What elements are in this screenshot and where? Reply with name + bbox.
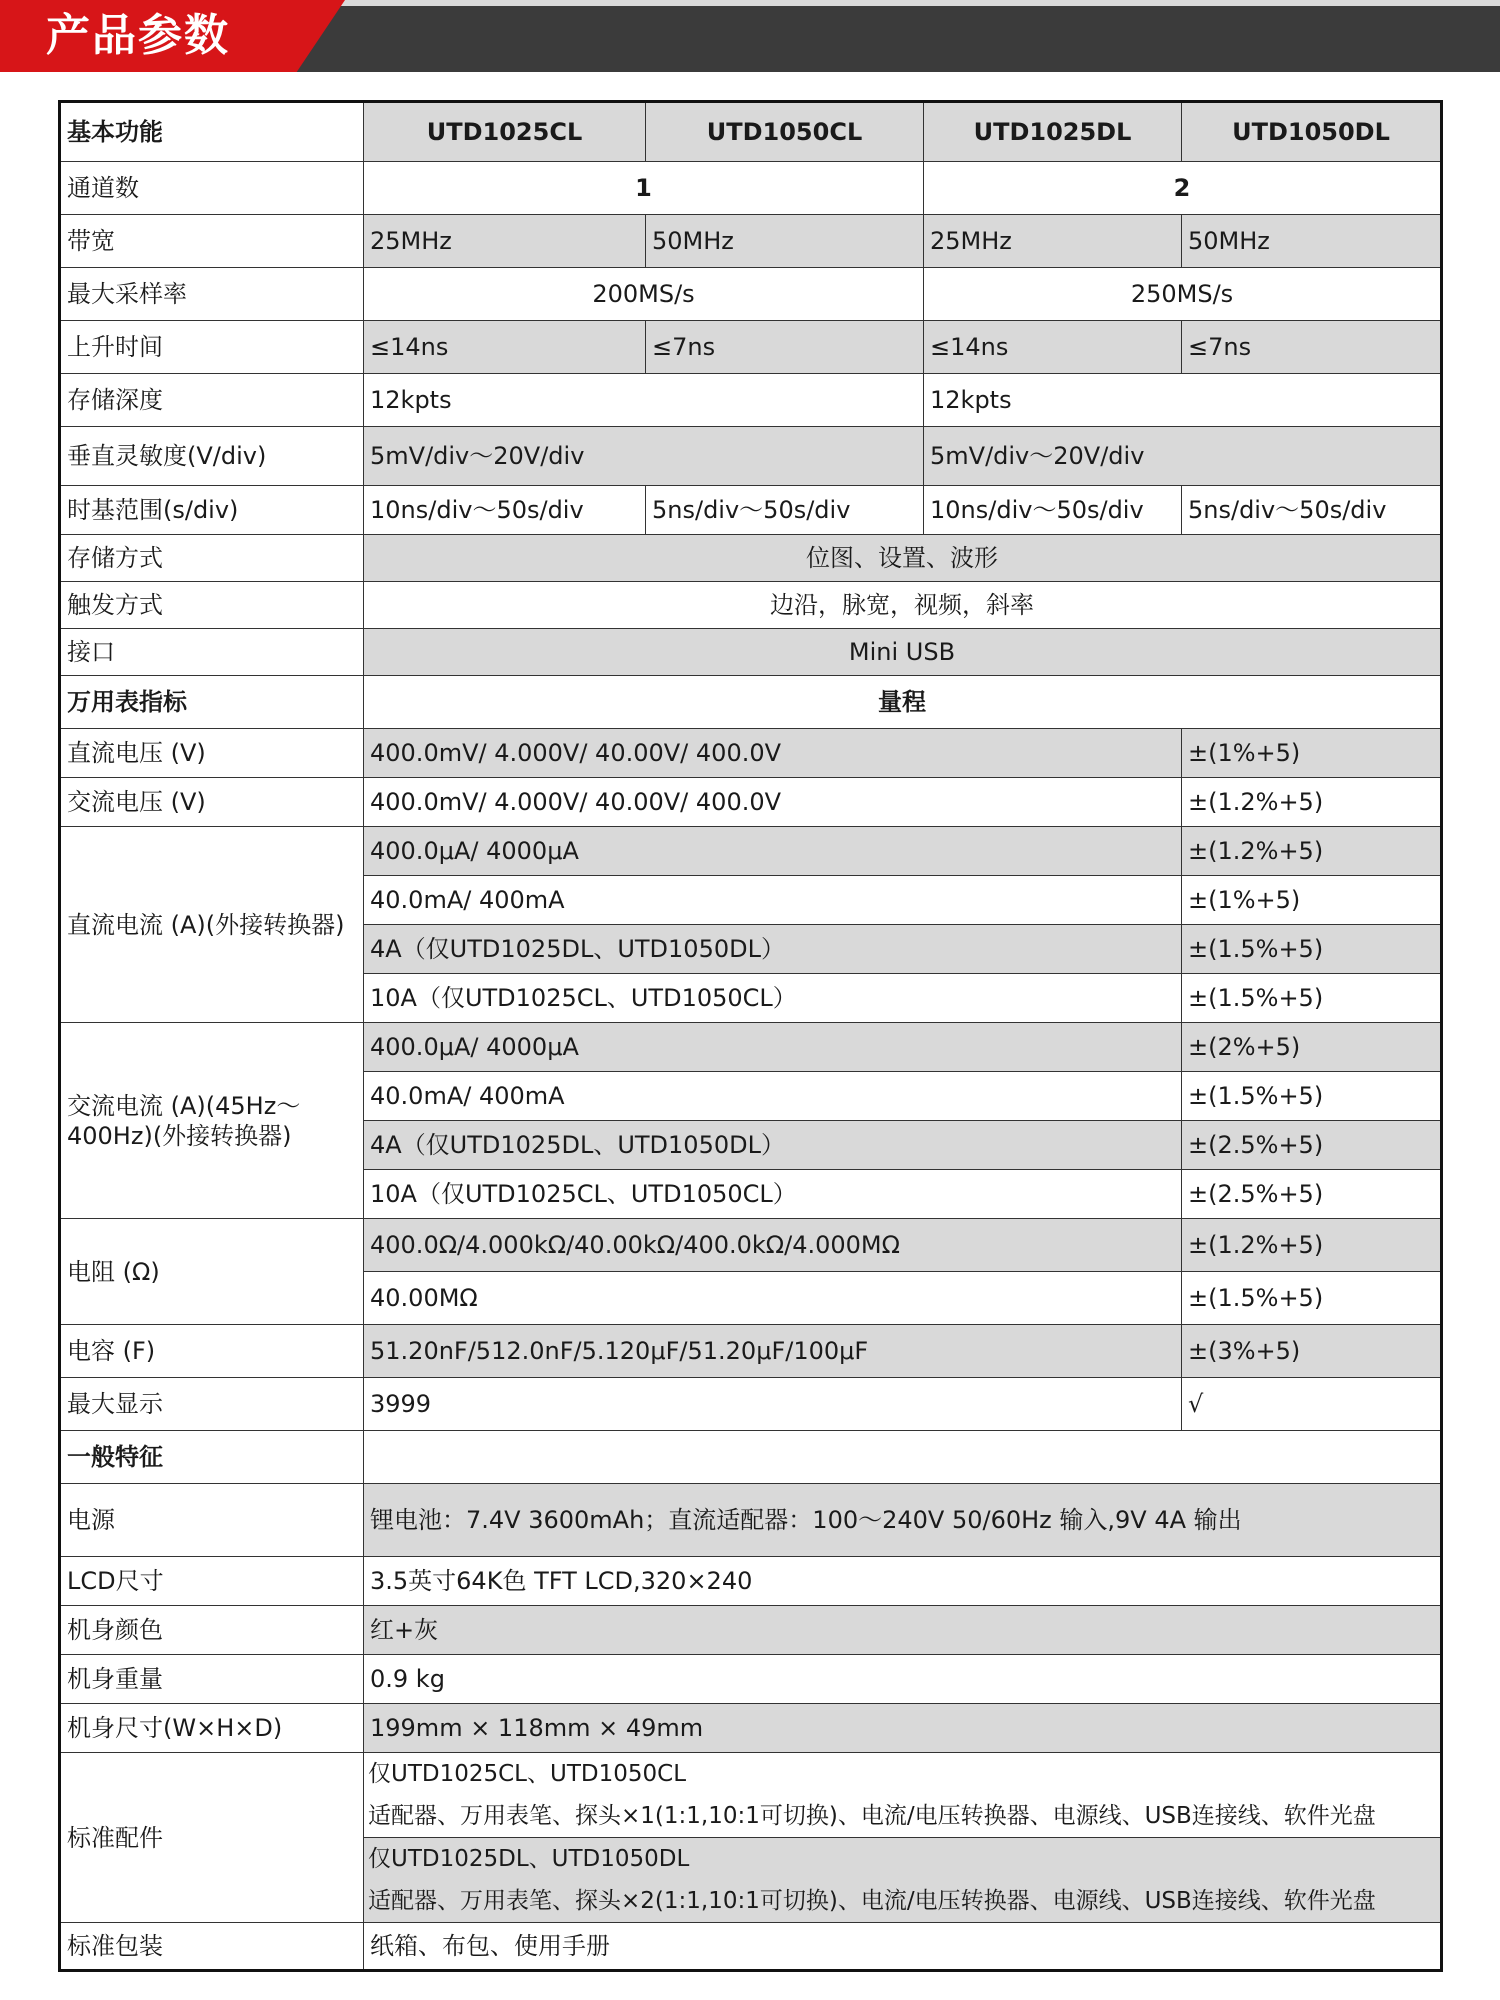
rise-time-value: ≤7ns xyxy=(1182,321,1442,374)
sample-rate-cl: 200MS/s xyxy=(364,268,924,321)
bandwidth-value: 25MHz xyxy=(364,215,646,268)
table-row xyxy=(60,486,1442,535)
bandwidth-value: 25MHz xyxy=(924,215,1182,268)
table-row xyxy=(60,535,1442,582)
multimeter-header-row xyxy=(60,676,1442,729)
row-label-dcv: 直流电压 (V) xyxy=(60,729,364,778)
timebase-value: 5ns/div～50s/div xyxy=(1182,486,1442,535)
package-value: 纸箱、布包、使用手册 xyxy=(364,1923,1442,1971)
memory-depth-cl: 12kpts xyxy=(364,374,924,427)
model-utd1050cl: UTD1050CL xyxy=(646,102,924,162)
table-row xyxy=(60,268,1442,321)
table-row xyxy=(60,1219,1442,1272)
dca-accuracy: ±(1.5%+5) xyxy=(1182,925,1442,974)
table-row xyxy=(60,1023,1442,1072)
table-header-row xyxy=(60,102,1442,162)
resistance-accuracy: ±(1.5%+5) xyxy=(1182,1272,1442,1325)
table-row xyxy=(60,1325,1442,1378)
interface-value: Mini USB xyxy=(364,629,1442,676)
row-label-aca xyxy=(60,1023,364,1219)
row-label-rise-time: 上升时间 xyxy=(60,321,364,374)
aca-accuracy: ±(2.5%+5) xyxy=(1182,1121,1442,1170)
model-utd1025dl: UTD1025DL xyxy=(924,102,1182,162)
row-label-memory-depth: 存储深度 xyxy=(60,374,364,427)
storage-value: 位图、设置、波形 xyxy=(364,535,1442,582)
timebase-value: 10ns/div～50s/div xyxy=(924,486,1182,535)
row-label-interface: 接口 xyxy=(60,629,364,676)
channels-dl: 2 xyxy=(924,162,1442,215)
aca-range: 4A（仅UTD1025DL、UTD1050DL） xyxy=(364,1121,1182,1170)
aca-range: 400.0μA/ 4000μA xyxy=(364,1023,1182,1072)
table-row xyxy=(60,162,1442,215)
size-value: 199mm × 118mm × 49mm xyxy=(364,1704,1442,1753)
weight-value: 0.9 kg xyxy=(364,1655,1442,1704)
table-row xyxy=(60,1655,1442,1704)
acv-range: 400.0mV/ 4.000V/ 40.00V/ 400.0V xyxy=(364,778,1182,827)
table-row xyxy=(60,729,1442,778)
row-label-weight: 机身重量 xyxy=(60,1655,364,1704)
table-row xyxy=(60,1753,1442,1838)
vertical-sensitivity-cl: 5mV/div～20V/div xyxy=(364,427,924,486)
table-row xyxy=(60,1557,1442,1606)
table-row xyxy=(60,374,1442,427)
aca-accuracy: ±(1.5%+5) xyxy=(1182,1072,1442,1121)
table-row xyxy=(60,427,1442,486)
max-display-mark: √ xyxy=(1182,1378,1442,1431)
row-label-size: 机身尺寸(W×H×D) xyxy=(60,1704,364,1753)
dcv-range: 400.0mV/ 4.000V/ 40.00V/ 400.0V xyxy=(364,729,1182,778)
range-header: 量程 xyxy=(364,676,1442,729)
table-row xyxy=(60,321,1442,374)
table-row xyxy=(60,215,1442,268)
dca-range: 400.0μA/ 4000μA xyxy=(364,827,1182,876)
row-label-trigger: 触发方式 xyxy=(60,582,364,629)
section-label-multimeter: 万用表指标 xyxy=(60,676,364,729)
dca-accuracy: ±(1.5%+5) xyxy=(1182,974,1442,1023)
page-title: 产品参数 xyxy=(46,10,230,61)
row-label-storage: 存储方式 xyxy=(60,535,364,582)
trigger-value: 边沿，脉宽，视频，斜率 xyxy=(364,582,1442,629)
dca-accuracy: ±(1.2%+5) xyxy=(1182,827,1442,876)
row-label-capacitance: 电容 (F) xyxy=(60,1325,364,1378)
resistance-range: 40.00MΩ xyxy=(364,1272,1182,1325)
model-utd1050dl: UTD1050DL xyxy=(1182,102,1442,162)
power-value: 锂电池：7.4V 3600mAh；直流适配器：100～240V 50/60Hz 输入,9V 4A 输出 xyxy=(364,1484,1442,1557)
rise-time-value: ≤14ns xyxy=(364,321,646,374)
row-label-max-display: 最大显示 xyxy=(60,1378,364,1431)
spec-table xyxy=(58,100,1443,1972)
resistance-range: 400.0Ω/4.000kΩ/40.00kΩ/400.0kΩ/4.000MΩ xyxy=(364,1219,1182,1272)
color-value: 红+灰 xyxy=(364,1606,1442,1655)
section-banner xyxy=(0,0,1500,72)
timebase-value: 5ns/div～50s/div xyxy=(646,486,924,535)
aca-label-line2: 400Hz)(外接转换器) xyxy=(67,1121,292,1150)
row-label-channels: 通道数 xyxy=(60,162,364,215)
memory-depth-dl: 12kpts xyxy=(924,374,1442,427)
max-display-value: 3999 xyxy=(364,1378,1182,1431)
aca-range: 40.0mA/ 400mA xyxy=(364,1072,1182,1121)
dcv-accuracy: ±(1%+5) xyxy=(1182,729,1442,778)
table-row xyxy=(60,1378,1442,1431)
aca-label-line1: 交流电流 (A)(45Hz～ xyxy=(67,1091,301,1120)
table-row xyxy=(60,778,1442,827)
table-row xyxy=(60,1704,1442,1753)
table-row xyxy=(60,582,1442,629)
table-row xyxy=(60,1606,1442,1655)
lcd-value: 3.5英寸64K色 TFT LCD,320×240 xyxy=(364,1557,1442,1606)
acv-accuracy: ±(1.2%+5) xyxy=(1182,778,1442,827)
table-row xyxy=(60,1923,1442,1971)
row-label-acv: 交流电压 (V) xyxy=(60,778,364,827)
aca-accuracy: ±(2%+5) xyxy=(1182,1023,1442,1072)
accessories-cl-title: 仅UTD1025CL、UTD1050CL xyxy=(368,1761,687,1787)
header-label: 基本功能 xyxy=(60,102,364,162)
row-label-vertical-sensitivity: 垂直灵敏度(V/div) xyxy=(60,427,364,486)
accessories-dl-items: 适配器、万用表笔、探头×2(1:1,10:1可切换)、电流/电压转换器、电源线、USB连接线、软件光盘 xyxy=(368,1888,1376,1914)
row-label-sample-rate: 最大采样率 xyxy=(60,268,364,321)
vertical-sensitivity-dl: 5mV/div～20V/div xyxy=(924,427,1442,486)
row-label-timebase: 时基范围(s/div) xyxy=(60,486,364,535)
timebase-value: 10ns/div～50s/div xyxy=(364,486,646,535)
rise-time-value: ≤7ns xyxy=(646,321,924,374)
bandwidth-value: 50MHz xyxy=(1182,215,1442,268)
row-label-lcd: LCD尺寸 xyxy=(60,1557,364,1606)
capacitance-range: 51.20nF/512.0nF/5.120μF/51.20μF/100μF xyxy=(364,1325,1182,1378)
dca-range: 10A（仅UTD1025CL、UTD1050CL） xyxy=(364,974,1182,1023)
row-label-package: 标准包装 xyxy=(60,1923,364,1971)
sample-rate-dl: 250MS/s xyxy=(924,268,1442,321)
accessories-cl xyxy=(364,1753,1442,1838)
dca-range: 40.0mA/ 400mA xyxy=(364,876,1182,925)
row-label-accessories: 标准配件 xyxy=(60,1753,364,1923)
row-label-power: 电源 xyxy=(60,1484,364,1557)
table-row xyxy=(60,1484,1442,1557)
table-row xyxy=(60,827,1442,876)
table-row xyxy=(60,629,1442,676)
section-label-general: 一般特征 xyxy=(60,1431,364,1484)
resistance-accuracy: ±(1.2%+5) xyxy=(1182,1219,1442,1272)
row-label-dca: 直流电流 (A)(外接转换器) xyxy=(60,827,364,1023)
bandwidth-value: 50MHz xyxy=(646,215,924,268)
row-label-color: 机身颜色 xyxy=(60,1606,364,1655)
general-header-row xyxy=(60,1431,1442,1484)
capacitance-accuracy: ±(3%+5) xyxy=(1182,1325,1442,1378)
row-label-bandwidth: 带宽 xyxy=(60,215,364,268)
aca-range: 10A（仅UTD1025CL、UTD1050CL） xyxy=(364,1170,1182,1219)
accessories-cl-items: 适配器、万用表笔、探头×1(1:1,10:1可切换)、电流/电压转换器、电源线、USB连接线、软件光盘 xyxy=(368,1803,1376,1829)
accessories-dl-title: 仅UTD1025DL、UTD1050DL xyxy=(368,1846,690,1872)
channels-cl: 1 xyxy=(364,162,924,215)
model-utd1025cl: UTD1025CL xyxy=(364,102,646,162)
dca-accuracy: ±(1%+5) xyxy=(1182,876,1442,925)
rise-time-value: ≤14ns xyxy=(924,321,1182,374)
general-header-empty xyxy=(364,1431,1442,1484)
aca-accuracy: ±(2.5%+5) xyxy=(1182,1170,1442,1219)
row-label-resistance: 电阻 (Ω) xyxy=(60,1219,364,1325)
accessories-dl xyxy=(364,1838,1442,1923)
dca-range: 4A（仅UTD1025DL、UTD1050DL） xyxy=(364,925,1182,974)
